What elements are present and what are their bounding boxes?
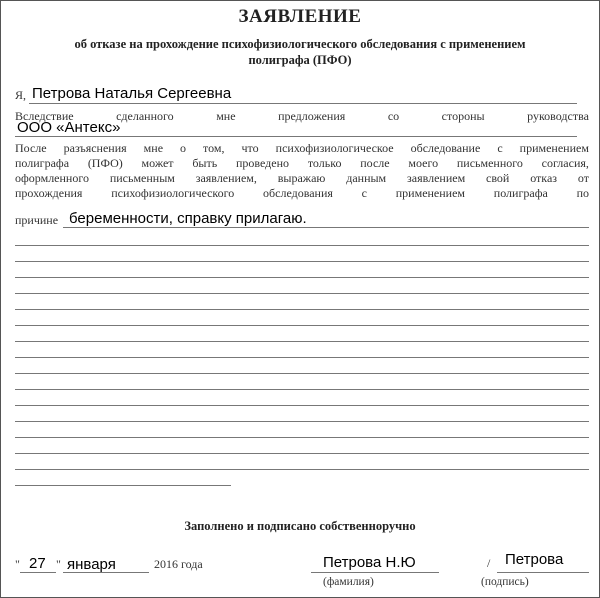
- date-close-quote: ": [56, 557, 61, 571]
- blank-line: [15, 357, 589, 358]
- offer-word: мне: [216, 109, 236, 123]
- body-line-4: прохождения психофизиологического обследования с применением полиграфа по: [15, 186, 589, 200]
- document-title: ЗАЯВЛЕНИЕ: [238, 6, 362, 27]
- signature-field[interactable]: Петрова: [505, 551, 564, 568]
- day-underline: [20, 572, 56, 573]
- offer-word: со: [387, 109, 400, 123]
- blank-line: [15, 245, 589, 246]
- applicant-name-underline: [29, 103, 577, 104]
- signature-caption: (подпись): [481, 576, 529, 588]
- reason-field[interactable]: беременности, справку прилагаю.: [69, 210, 307, 227]
- surname-underline: [311, 572, 439, 573]
- offer-word: стороны: [441, 109, 485, 123]
- blank-line: [15, 389, 589, 390]
- blank-line: [15, 341, 589, 342]
- reason-underline: [63, 227, 589, 228]
- blank-line: [15, 469, 589, 470]
- blank-line: [15, 421, 589, 422]
- signature-underline: [497, 572, 589, 573]
- offer-word: сделанного: [116, 109, 174, 123]
- date-open-quote: ": [15, 557, 20, 571]
- applicant-prefix: Я,: [15, 88, 27, 102]
- blank-line: [15, 325, 589, 326]
- blank-line: [15, 309, 589, 310]
- surname-caption: (фамилия): [323, 576, 374, 588]
- body-line-3: оформленного письменным заявлением, выражаю данным заявлением свой отказ от: [15, 171, 589, 185]
- offer-word: руководства: [527, 109, 589, 123]
- blank-line: [15, 437, 589, 438]
- blank-line: [15, 277, 589, 278]
- blank-line: [15, 405, 589, 406]
- certification-text: Заполнено и подписано собственноручно: [184, 519, 416, 533]
- applicant-name-field[interactable]: Петрова Наталья Сергеевна: [32, 85, 232, 102]
- month-field[interactable]: января: [67, 556, 116, 573]
- blank-line: [15, 373, 589, 374]
- surname-field[interactable]: Петрова Н.Ю: [323, 554, 416, 571]
- body-line-1: После разъяснения мне о том, что психофизиологическое обследование с применением: [15, 141, 589, 155]
- year-text: 2016 года: [154, 557, 203, 571]
- document-subtitle-line-1: об отказе на прохождение психофизиологического обследования с применением: [74, 37, 526, 51]
- reason-label: причине: [15, 213, 59, 227]
- document-subtitle-line-2: полиграфа (ПФО): [248, 53, 352, 67]
- offer-word: предложения: [278, 109, 346, 123]
- company-field[interactable]: ООО «Антекс»: [17, 119, 121, 136]
- blank-line-short: [15, 485, 231, 486]
- company-underline: [15, 136, 577, 137]
- day-field[interactable]: 27: [29, 555, 46, 572]
- blank-line: [15, 261, 589, 262]
- body-paragraph: [15, 141, 589, 201]
- signature-slash: /: [487, 556, 491, 570]
- offer-word: Вследствие: [15, 109, 74, 123]
- blank-line: [15, 453, 589, 454]
- blank-line: [15, 293, 589, 294]
- body-line-2: полиграфа (ПФО) может быть проведено только после моего письменного согласия,: [15, 156, 589, 170]
